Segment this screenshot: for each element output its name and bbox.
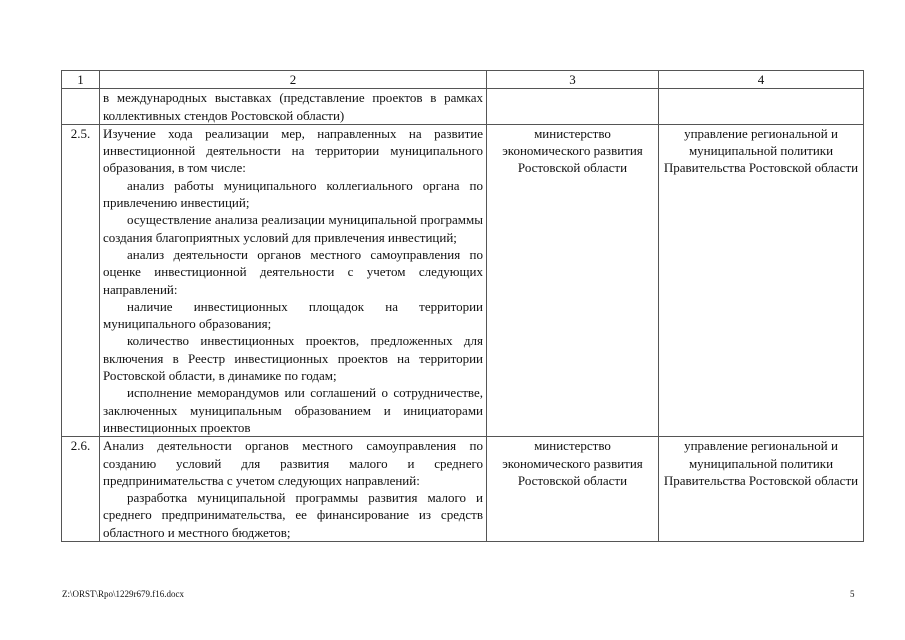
table-row	[62, 89, 864, 125]
executor-cell	[487, 89, 659, 125]
row-number	[62, 89, 100, 125]
executor-cell: министерство экономического развития Ростовской области	[487, 437, 659, 542]
header-cell-1: 1	[62, 71, 100, 89]
measure-paragraph: разработка муниципальной программы развития малого и среднего предпринимательства, ее финансирование из средств областного и местного бюджетов;	[103, 490, 483, 540]
measure-paragraph: осуществление анализа реализации муниципальной программы создания благоприятных условий для привлечения инвестиций;	[103, 212, 483, 245]
measure-paragraph: в международных выставках (представление проектов в рамках коллективных стендов Ростовской области)	[103, 90, 483, 123]
measure-paragraph: анализ работы муниципального коллегиального органа по привлечению инвестиций;	[103, 177, 483, 211]
measure-description	[100, 124, 487, 436]
measure-paragraph: анализ деятельности органов местного самоуправления по оценке инвестиционной деятельности с учетом следующих направлений:	[103, 246, 483, 297]
measure-paragraph: Анализ деятельности органов местного самоуправления по созданию условий для развития малого и среднего предпринимательства с учетом следующих направлений:	[103, 438, 483, 488]
coexecutor-cell	[659, 89, 864, 125]
measure-paragraph: Изучение хода реализации мер, направленных на развитие инвестиционной деятельности на территории муниципального образования, в том числе:	[103, 125, 483, 176]
row-number: 2.5.	[62, 124, 100, 436]
measure-paragraph: наличие инвестиционных площадок на территории муниципального образования;	[103, 298, 483, 332]
table-row	[62, 124, 864, 436]
header-cell-2: 2	[100, 71, 487, 89]
executor-cell: министерство экономического развития Ростовской области	[487, 124, 659, 436]
coexecutor-cell: управление региональной и муниципальной политики Правительства Ростовской области	[659, 437, 864, 542]
measures-table	[61, 70, 864, 542]
measure-paragraph: исполнение меморандумов или соглашений о сотрудничестве, заключенных муниципальным образованием и инициаторами инвестиционных проектов	[103, 385, 483, 435]
header-cell-3: 3	[487, 71, 659, 89]
measure-description	[100, 437, 487, 542]
page-number: 5	[850, 589, 855, 599]
table-header-row	[62, 71, 864, 89]
row-number: 2.6.	[62, 437, 100, 542]
table-row	[62, 437, 864, 542]
measure-paragraph: количество инвестиционных проектов, предложенных для включения в Реестр инвестиционных проектов на территории Ростовской области, в динамике по годам;	[103, 333, 483, 384]
measure-description	[100, 89, 487, 125]
header-cell-4: 4	[659, 71, 864, 89]
footer-file-path: Z:\ORST\Rpo\1229r679.f16.docx	[62, 589, 184, 599]
coexecutor-cell: управление региональной и муниципальной политики Правительства Ростовской области	[659, 124, 864, 436]
